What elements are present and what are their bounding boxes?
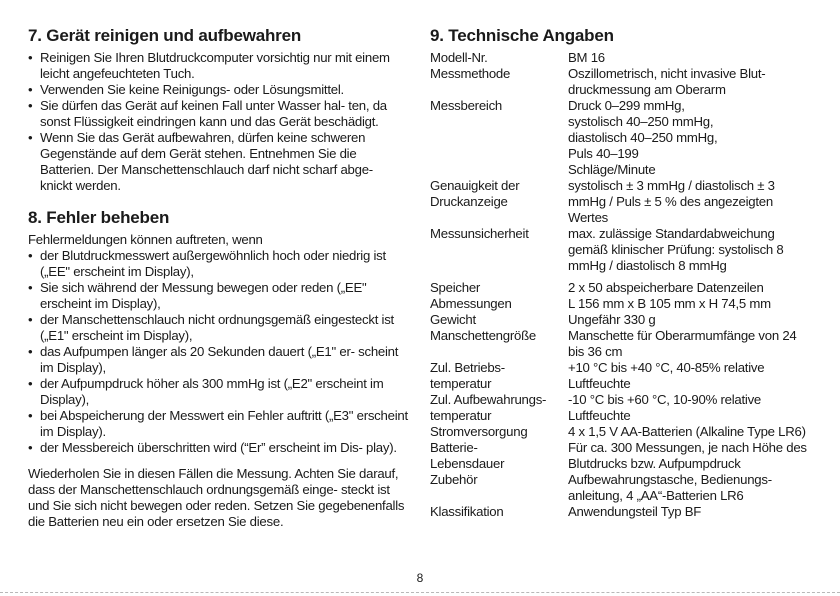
spec-value: systolisch ± 3 mmHg / diastolisch ± 3 mmHg / Puls ± 5 % des angezeigten Wertes — [568, 178, 775, 225]
spec-label: Modell-Nr. — [430, 50, 488, 65]
section-7-heading: 7. Gerät reinigen und aufbewahren — [28, 26, 302, 45]
spec-label: Zul. Aufbewahrungs- temperatur — [430, 392, 547, 423]
left-column — [28, 26, 410, 530]
spec-value: Manschette für Oberarmumfänge von 24 bis 36 cm — [568, 328, 797, 359]
spec-label: Batterie- Lebensdauer — [430, 440, 505, 471]
list-item: • Reinigen Sie Ihren Blutdruckcomputer vorsichtig nur mit einem leicht angefeuchteten Tuch. — [28, 50, 398, 82]
list-item: • bei Abspeicherung der Messwert ein Fehler auftritt („E3" erscheint im Display). — [28, 408, 410, 440]
page-number: 8 — [416, 571, 424, 585]
spec-value: Oszillometrisch, nicht invasive Blut- druckmessung am Oberarm — [568, 66, 766, 97]
error-intro: Fehlermeldungen können auftreten, wenn — [28, 232, 263, 247]
spec-label: Speicher — [430, 280, 481, 295]
list-item: • Wenn Sie das Gerät aufbewahren, dürfen keine schweren Gegenstände auf dem Gerät stehen. Entnehmen Sie die Batterien. Der Manschettenschlauch darf nicht scharf abge- knickt werden. — [28, 130, 402, 194]
spec-label: Abmessungen — [430, 296, 512, 311]
list-item: • Sie sich während der Messung bewegen oder reden („EE" erscheint im Display), — [28, 280, 410, 312]
list-item: • der Aufpumpdruck höher als 300 mmHg ist („E2" erscheint im Display), — [28, 376, 410, 408]
spec-value: BM 16 — [568, 50, 605, 65]
spec-table — [430, 50, 810, 520]
spec-label: Messbereich — [430, 98, 503, 113]
section-9-heading: 9. Technische Angaben — [430, 26, 614, 45]
spec-label: Zul. Betriebs- temperatur — [430, 360, 505, 391]
spec-value: Für ca. 300 Messungen, je nach Höhe des Blutdrucks bzw. Aufpumpdruck — [568, 440, 807, 471]
section-8-heading: 8. Fehler beheben — [28, 208, 170, 227]
spec-value: Ungefähr 330 g — [568, 312, 656, 327]
spec-value: Anwendungsteil Typ BF — [568, 504, 702, 519]
spec-label: Messunsicherheit — [430, 226, 529, 241]
spec-value: +10 °C bis +40 °C, 40-85% relative Luftfeuchte — [568, 360, 765, 391]
spec-label: Genauigkeit der Druckanzeige — [430, 178, 520, 209]
list-item: • das Aufpumpen länger als 20 Sekunden dauert („E1" er- scheint im Display), — [28, 344, 410, 376]
spec-value: Aufbewahrungstasche, Bedienungs- anleitung, 4 „AA“-Batterien LR6 — [568, 472, 772, 503]
spec-value: L 156 mm x B 105 mm x H 74,5 mm — [568, 296, 771, 311]
list-item: • der Blutdruckmesswert außergewöhnlich hoch oder niedrig ist („EE" erscheint im Display), — [28, 248, 410, 280]
spec-label: Zubehör — [430, 472, 478, 487]
spec-value: max. zulässige Standardabweichung gemäß klinischer Prüfung: systolisch 8 mmHg / diastolisch 8 mmHg — [568, 226, 784, 273]
spec-value: -10 °C bis +60 °C, 10-90% relative Luftfeuchte — [568, 392, 761, 423]
error-closing-paragraph: Wiederholen Sie in diesen Fällen die Messung. Achten Sie darauf, dass der Manschettenschlauch ordnungsgemäß einge- steckt ist und Sie sich nicht bewegen oder reden. Setzen Sie gegebenenfalls die Batterien neu ein oder ersetzen Sie diese. — [28, 466, 405, 529]
footer-divider — [0, 592, 840, 593]
spec-label: Messmethode — [430, 66, 511, 81]
spec-value: 2 x 50 abspeicherbare Datenzeilen — [568, 280, 764, 295]
spec-value: 4 x 1,5 V AA-Batterien (Alkaline Type LR6) — [568, 424, 806, 439]
list-item: • der Messbereich überschritten wird (“Er” erscheint im Dis- play). — [28, 440, 410, 456]
spec-label: Klassifikation — [430, 504, 504, 519]
list-item: • Verwenden Sie keine Reinigungs- oder Lösungsmittel. — [28, 82, 410, 98]
right-column — [430, 26, 810, 520]
cleaning-list — [28, 50, 410, 194]
error-list — [28, 248, 410, 456]
list-item: • Sie dürfen das Gerät auf keinen Fall unter Wasser hal- ten, da sonst Flüssigkeit eindringen kann und das Gerät beschädigt. — [28, 98, 410, 130]
list-item: • der Manschettenschlauch nicht ordnungsgemäß eingesteckt ist („E1" erscheint im Display), — [28, 312, 410, 344]
spec-value: Druck 0–299 mmHg, systolisch 40–250 mmHg, diastolisch 40–250 mmHg, Puls 40–199 Schläge/Minute — [568, 98, 718, 177]
spec-label: Gewicht — [430, 312, 476, 327]
spec-label: Manschettengröße — [430, 328, 536, 343]
spec-label: Stromversorgung — [430, 424, 528, 439]
